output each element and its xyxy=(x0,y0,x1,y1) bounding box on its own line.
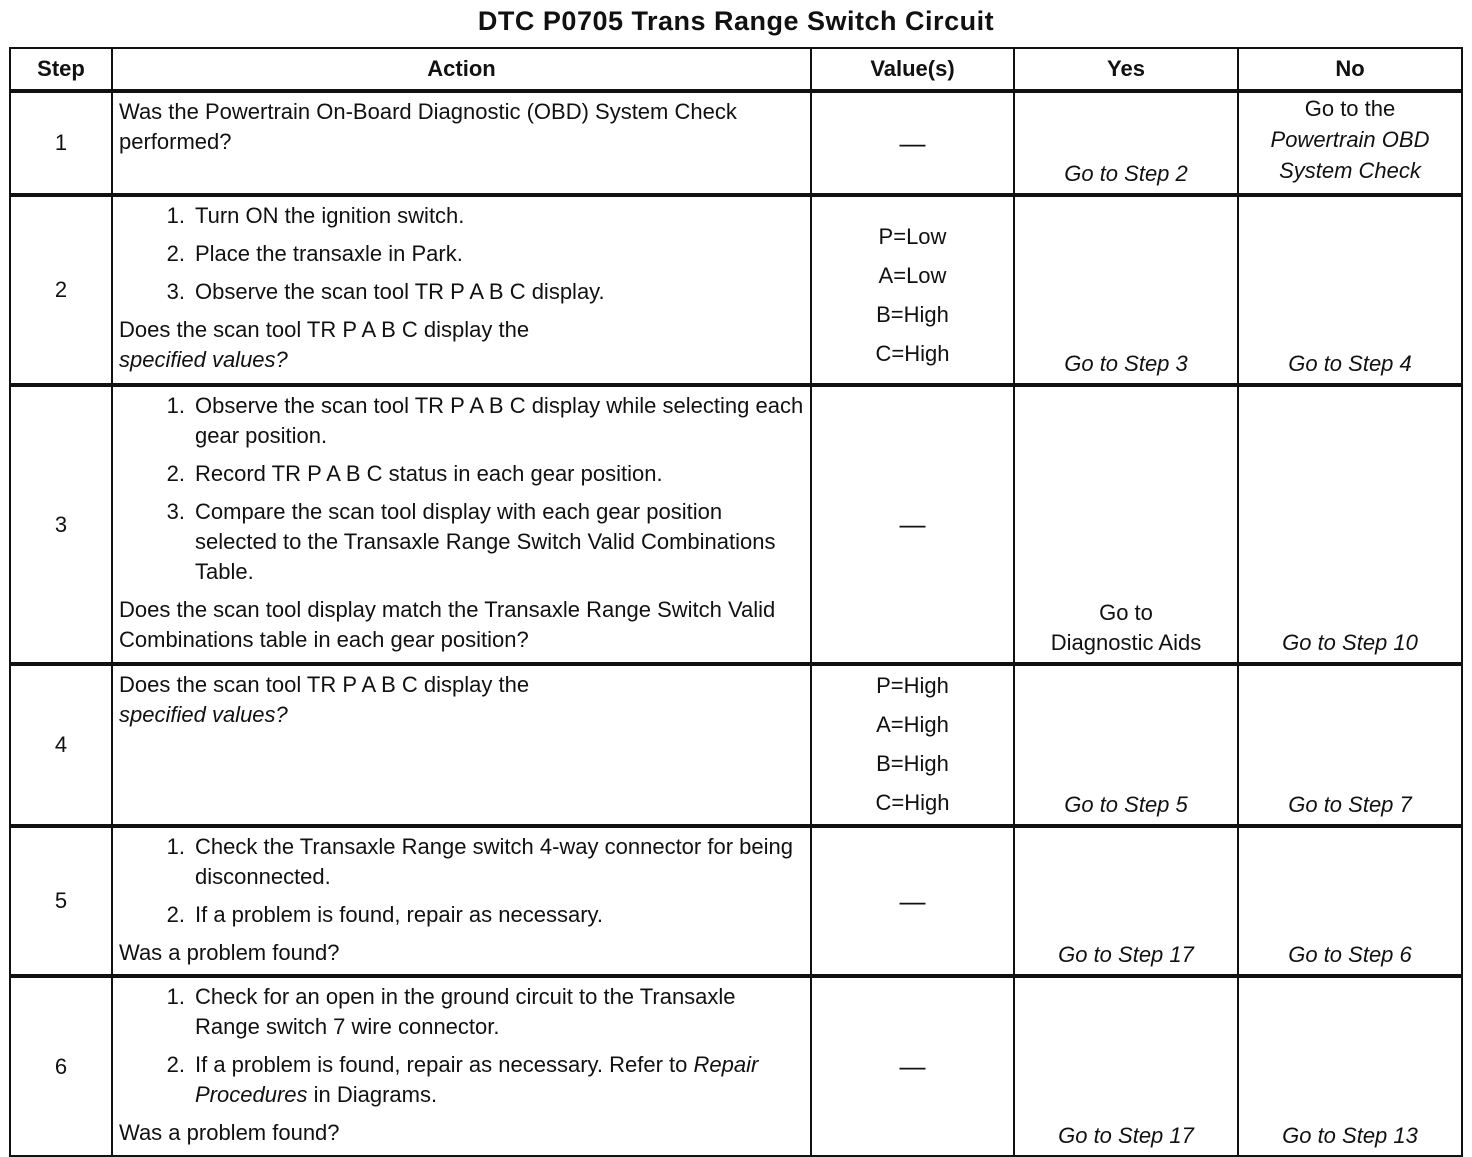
header-values: Value(s) xyxy=(811,48,1014,91)
header-yes: Yes xyxy=(1014,48,1238,91)
no-link[interactable]: Powertrain OBD xyxy=(1270,127,1430,152)
header-action: Action xyxy=(112,48,811,91)
action-step-item: 1. Check for an open in the ground circuit to the Transaxle Range switch 7 wire connector. xyxy=(166,984,736,1039)
action-question: Does the scan tool display match the Transaxle Range Switch Valid Combinations table in each gear position? xyxy=(119,597,776,652)
no-cell xyxy=(1238,664,1462,826)
no-text: Go to the xyxy=(1304,96,1396,121)
step-number: 1 xyxy=(10,91,112,195)
action-question-emphasis: specified values? xyxy=(119,702,288,727)
action-question: Was the Powertrain On-Board Diagnostic (OBD) System Check performed? xyxy=(119,99,737,154)
yes-link[interactable]: Go to Step 5 xyxy=(1064,792,1188,817)
action-cell xyxy=(112,664,811,826)
table-row xyxy=(10,91,1462,195)
table-row xyxy=(10,826,1462,976)
action-step-item: 2. If a problem is found, repair as necessary. Refer to Repair Procedures in Diagrams. xyxy=(166,1052,759,1107)
table-header-row xyxy=(10,48,1462,91)
value-item: C=High xyxy=(875,790,950,815)
step-number: 4 xyxy=(10,664,112,826)
action-step-item: 1. Turn ON the ignition switch. xyxy=(166,203,465,228)
values-cell xyxy=(811,195,1014,385)
yes-text: Go to xyxy=(1099,600,1153,625)
repair-procedures-link[interactable]: Repair Procedures xyxy=(195,1052,759,1107)
step-number: 6 xyxy=(10,976,112,1156)
yes-cell xyxy=(1014,826,1238,976)
action-steps xyxy=(119,391,804,587)
step-number: 2 xyxy=(10,195,112,385)
values-cell: — xyxy=(811,385,1014,664)
page-title: DTC P0705 Trans Range Switch Circuit xyxy=(477,6,995,36)
yes-link[interactable]: Go to Step 2 xyxy=(1064,161,1188,186)
value-item: P=High xyxy=(876,673,949,698)
value-item: A=Low xyxy=(878,263,947,288)
action-step-item: 1. Check the Transaxle Range switch 4-way connector for being disconnected. xyxy=(166,834,793,889)
no-link[interactable]: System Check xyxy=(1279,158,1421,183)
value-item: A=High xyxy=(876,712,949,737)
no-link[interactable]: Go to Step 7 xyxy=(1288,792,1412,817)
step-number: 5 xyxy=(10,826,112,976)
no-cell xyxy=(1238,826,1462,976)
yes-cell xyxy=(1014,664,1238,826)
action-steps xyxy=(119,832,804,930)
header-step: Step xyxy=(10,48,112,91)
no-cell xyxy=(1238,91,1462,195)
no-link[interactable]: Go to Step 13 xyxy=(1282,1123,1418,1148)
no-cell xyxy=(1238,195,1462,385)
action-step-item: 2. Place the transaxle in Park. xyxy=(166,241,463,266)
yes-cell xyxy=(1014,91,1238,195)
action-cell xyxy=(112,195,811,385)
value-item: P=Low xyxy=(878,224,947,249)
action-question: Does the scan tool TR P A B C display the xyxy=(119,672,530,697)
action-question: Was a problem found? xyxy=(119,940,340,965)
action-steps xyxy=(119,982,804,1110)
action-cell xyxy=(112,976,811,1156)
action-step-item: 3. Observe the scan tool TR P A B C display. xyxy=(166,279,605,304)
action-cell xyxy=(112,385,811,664)
yes-cell xyxy=(1014,385,1238,664)
no-link[interactable]: Go to Step 4 xyxy=(1288,351,1412,376)
diagnostic-table xyxy=(9,47,1463,1157)
step-number: 3 xyxy=(10,385,112,664)
no-link[interactable]: Go to Step 6 xyxy=(1288,942,1412,967)
values-cell xyxy=(811,664,1014,826)
yes-link[interactable]: Go to Step 3 xyxy=(1064,351,1188,376)
action-cell xyxy=(112,826,811,976)
yes-cell xyxy=(1014,195,1238,385)
values-cell: — xyxy=(811,91,1014,195)
no-link[interactable]: Go to Step 10 xyxy=(1282,630,1418,655)
no-cell xyxy=(1238,385,1462,664)
yes-link[interactable]: Go to Step 17 xyxy=(1058,942,1194,967)
value-item: C=High xyxy=(875,341,950,366)
yes-link[interactable]: Go to Step 17 xyxy=(1058,1123,1194,1148)
values-cell: — xyxy=(811,826,1014,976)
table-row xyxy=(10,976,1462,1156)
values-cell: — xyxy=(811,976,1014,1156)
action-cell xyxy=(112,91,811,195)
value-item: B=High xyxy=(876,751,949,776)
yes-cell xyxy=(1014,976,1238,1156)
action-question: Was a problem found? xyxy=(119,1120,340,1145)
action-question-emphasis: specified values? xyxy=(119,347,288,372)
action-step-item: 2. If a problem is found, repair as necessary. xyxy=(166,902,604,927)
action-step-item: 2. Record TR P A B C status in each gear position. xyxy=(166,461,663,486)
table-row xyxy=(10,664,1462,826)
action-question: Does the scan tool TR P A B C display the xyxy=(119,317,530,342)
table-row xyxy=(10,385,1462,664)
value-item: B=High xyxy=(876,302,949,327)
no-cell xyxy=(1238,976,1462,1156)
action-step-item: 3. Compare the scan tool display with each gear position selected to the Transaxle Range Switch Valid Combinations Table. xyxy=(166,499,776,584)
action-steps xyxy=(119,201,804,307)
action-step-item: 1. Observe the scan tool TR P A B C display while selecting each gear position. xyxy=(166,393,804,448)
yes-link[interactable]: Diagnostic Aids xyxy=(1050,630,1202,655)
header-no: No xyxy=(1238,48,1462,91)
table-row xyxy=(10,195,1462,385)
